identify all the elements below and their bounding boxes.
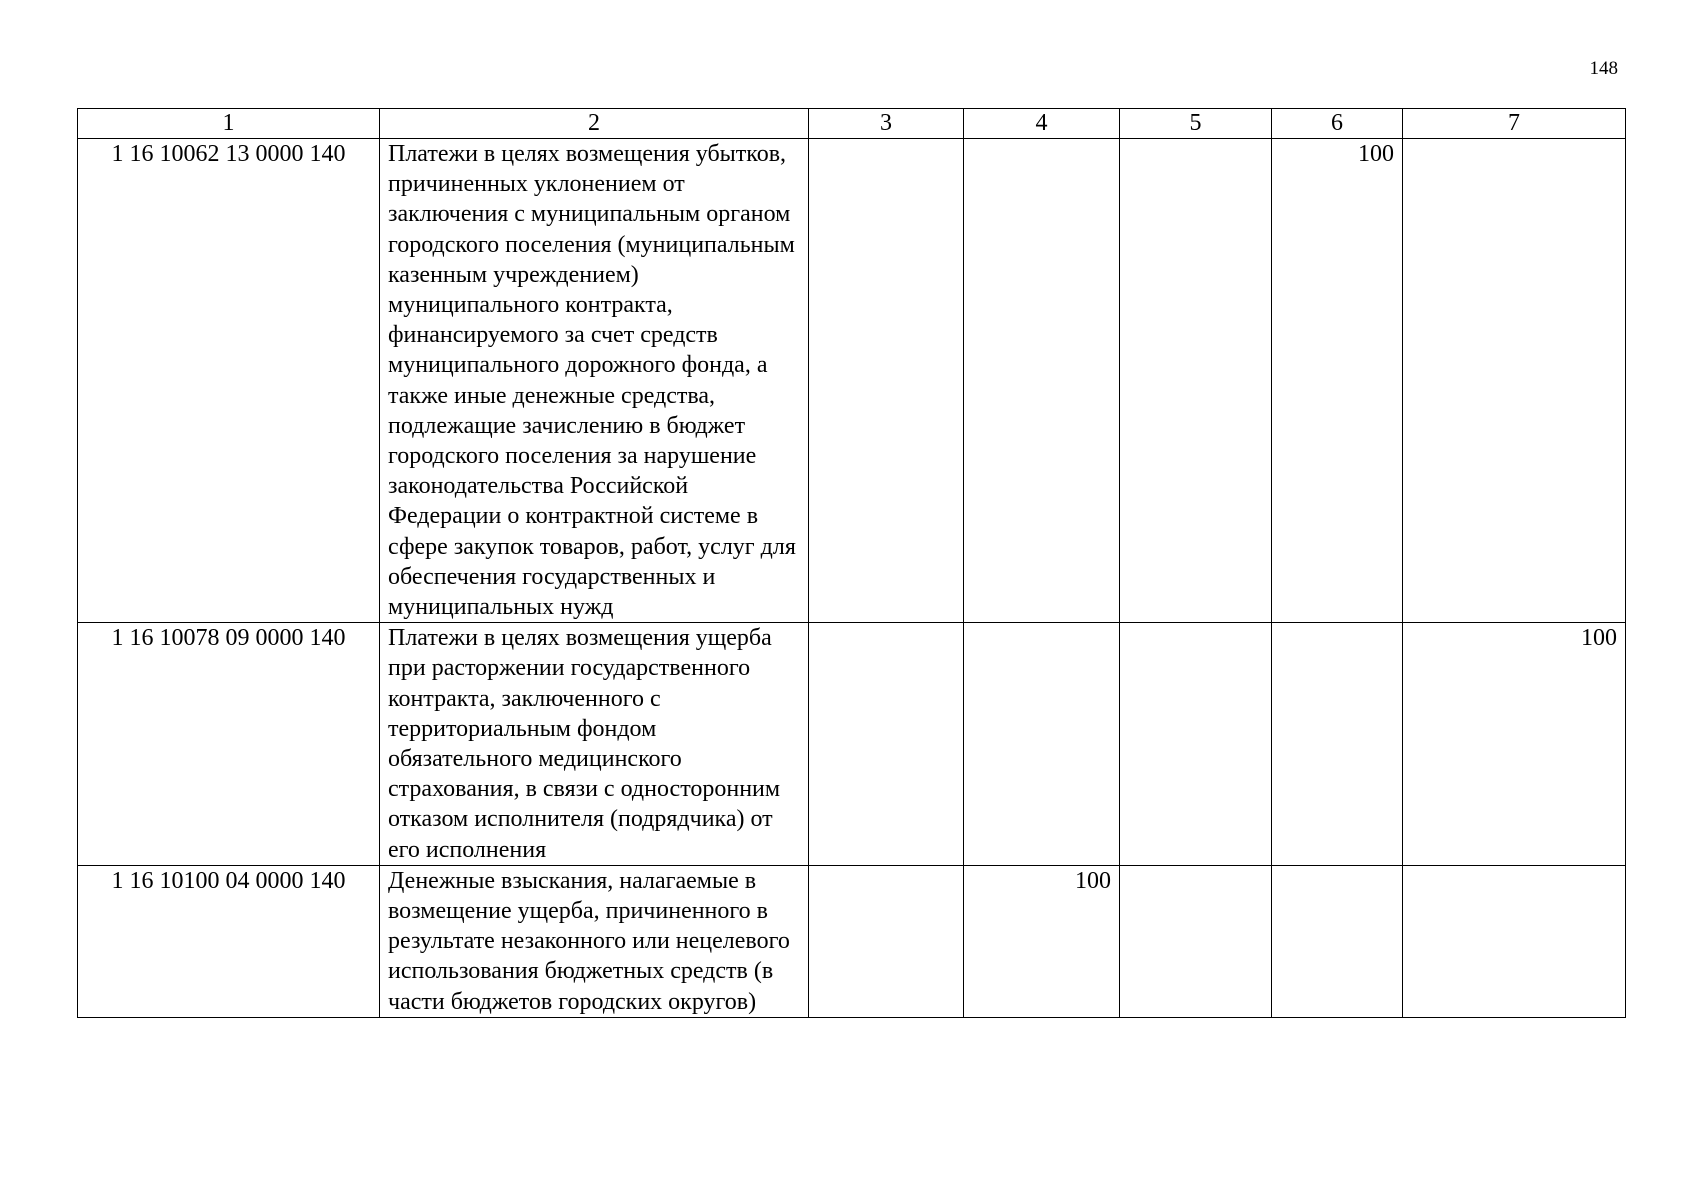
header-col-2: 2 [380, 109, 809, 139]
row-code: 1 16 10062 13 0000 140 [78, 139, 380, 623]
row-cell-6: 100 [1272, 139, 1403, 623]
row-code: 1 16 10100 04 0000 140 [78, 865, 380, 1017]
header-col-7: 7 [1403, 109, 1626, 139]
table-header [78, 109, 1626, 139]
row-cell-6 [1272, 623, 1403, 866]
row-cell-5 [1120, 623, 1272, 866]
row-description: Платежи в целях возмещения ущерба при расторжении государственного контракта, заключенного с территориальным фондом обязательного медицинского страхования, в связи с односторонним отказом исполнителя (подрядчика) от его исполнения [380, 623, 809, 866]
row-cell-6 [1272, 865, 1403, 1017]
table-row [78, 865, 1626, 1017]
row-cell-4 [964, 623, 1120, 866]
row-description: Денежные взыскания, налагаемые в возмещение ущерба, причиненного в результате незаконного или нецелевого использования бюджетных средств (в части бюджетов городских округов) [380, 865, 809, 1017]
header-col-6: 6 [1272, 109, 1403, 139]
row-cell-7: 100 [1403, 623, 1626, 866]
row-cell-5 [1120, 865, 1272, 1017]
table-body [78, 139, 1626, 1018]
row-cell-7 [1403, 865, 1626, 1017]
header-col-1: 1 [78, 109, 380, 139]
table-row [78, 139, 1626, 623]
row-code: 1 16 10078 09 0000 140 [78, 623, 380, 866]
header-col-3: 3 [809, 109, 964, 139]
row-cell-3 [809, 139, 964, 623]
row-cell-4 [964, 139, 1120, 623]
header-row [78, 109, 1626, 139]
row-cell-5 [1120, 139, 1272, 623]
page-number: 148 [1589, 58, 1618, 79]
row-description: Платежи в целях возмещения убытков, причиненных уклонением от заключения с муниципальным органом городского поселения (муниципальным казенным учреждением) муниципального контракта, финансируемого за счет средств муниципального дорожного фонда, а также иные денежные средства, подлежащие зачислению в бюджет городского поселения за нарушение законодательства Российской Федерации о контрактной системе в сфере закупок товаров, работ, услуг для обеспечения государственных и муниципальных нужд [380, 139, 809, 623]
table-row [78, 623, 1626, 866]
row-cell-7 [1403, 139, 1626, 623]
header-col-5: 5 [1120, 109, 1272, 139]
row-cell-4: 100 [964, 865, 1120, 1017]
row-cell-3 [809, 865, 964, 1017]
budget-table [77, 108, 1626, 1018]
header-col-4: 4 [964, 109, 1120, 139]
row-cell-3 [809, 623, 964, 866]
